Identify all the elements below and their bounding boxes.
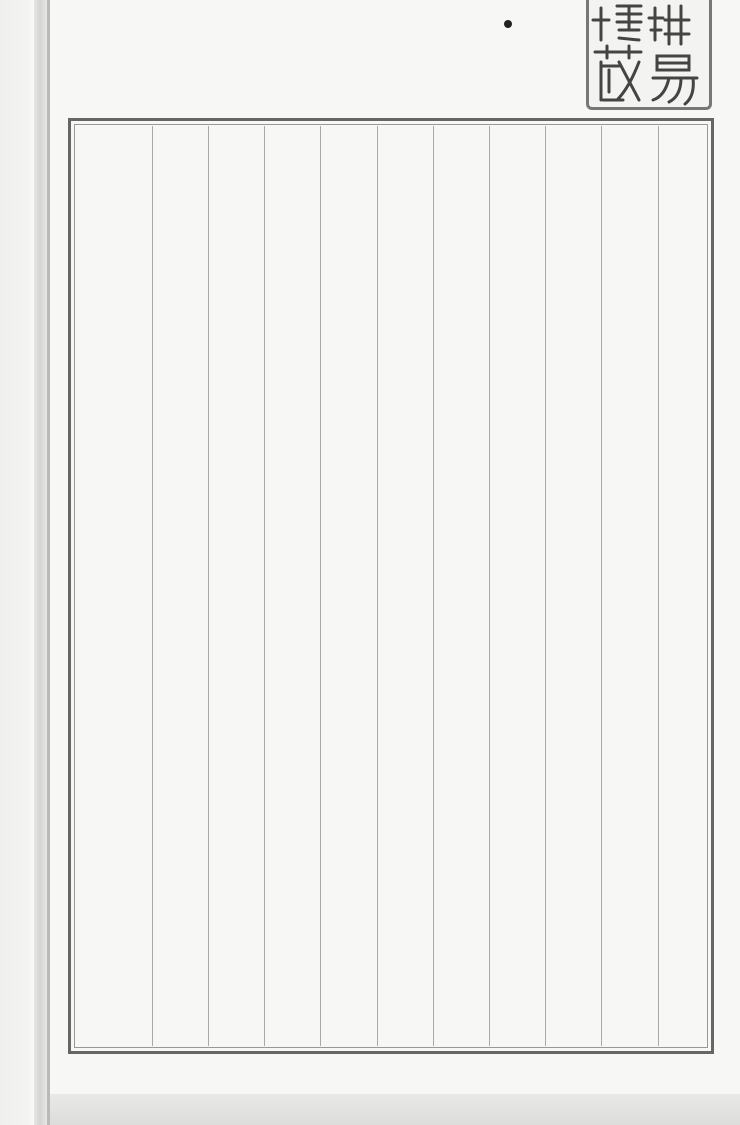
page-margin-left bbox=[0, 0, 30, 1125]
column-divider bbox=[264, 126, 265, 1046]
page-bottom-edge bbox=[50, 1094, 740, 1125]
column-divider bbox=[489, 126, 490, 1046]
collector-seal bbox=[586, 0, 712, 110]
column-divider bbox=[601, 126, 602, 1046]
text-column bbox=[321, 136, 377, 1042]
column-divider bbox=[658, 126, 659, 1046]
column-divider bbox=[152, 126, 153, 1046]
spine-edge-line bbox=[47, 0, 50, 1125]
text-column bbox=[152, 136, 208, 1042]
text-column bbox=[602, 136, 658, 1042]
preface-title-column bbox=[658, 136, 714, 1042]
text-column bbox=[489, 136, 545, 1042]
column-divider bbox=[377, 126, 378, 1046]
text-column bbox=[546, 136, 602, 1042]
column-divider bbox=[545, 126, 546, 1046]
column-divider bbox=[433, 126, 434, 1046]
text-column bbox=[377, 136, 433, 1042]
column-divider bbox=[320, 126, 321, 1046]
text-column bbox=[96, 136, 152, 1042]
ink-dot bbox=[504, 20, 512, 28]
text-column bbox=[433, 136, 489, 1042]
text-column bbox=[265, 136, 321, 1042]
column-divider bbox=[208, 126, 209, 1046]
seal-glyphs-icon bbox=[589, 0, 709, 107]
book-spine bbox=[34, 0, 48, 1125]
text-column bbox=[208, 136, 264, 1042]
